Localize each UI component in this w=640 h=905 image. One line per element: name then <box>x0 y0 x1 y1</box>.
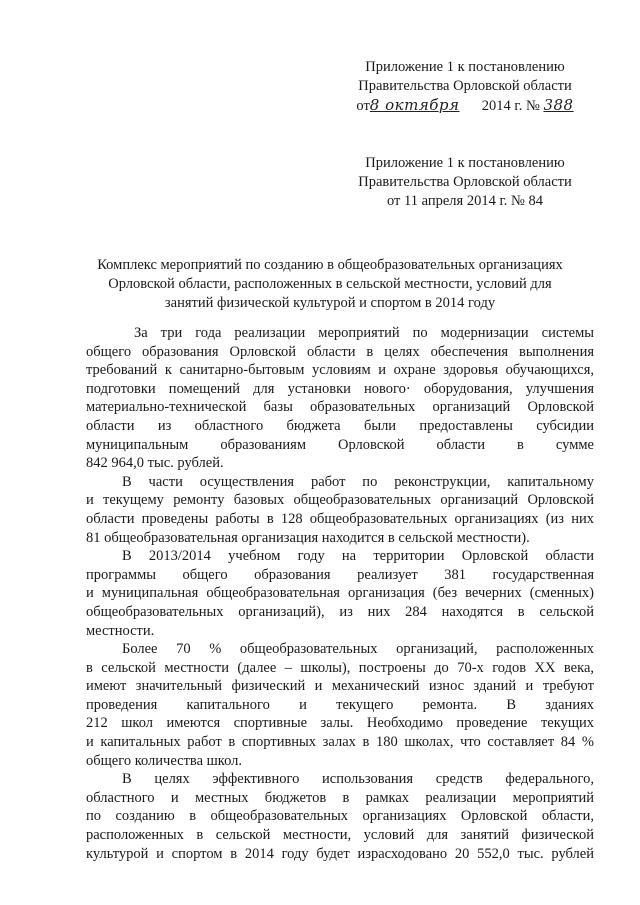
paragraph-line: местности. <box>86 622 155 639</box>
title-line1: Комплекс мероприятий по созданию в общеобразовательных организациях <box>97 257 563 273</box>
paragraph-line: требований к санитарно-бытовым условиям и охране здоровья обучающихся, <box>86 362 594 379</box>
handwritten-date: 8 октября <box>369 96 460 114</box>
paragraph-line: муниципальным образованиям Орловской области в сумме <box>86 436 594 453</box>
paragraph-line: проведения капитального и текущего ремонта. В зданиях <box>86 696 594 713</box>
paragraph-line: 842 964,0 тыс. рублей. <box>86 455 224 472</box>
year-number-label: 2014 г. № <box>481 98 540 114</box>
appendix-header2-line1: Приложение 1 к постановлению <box>365 155 565 171</box>
paragraph-2 <box>86 473 594 547</box>
paragraph-line: материально-технической базы образовательных организаций Орловской <box>86 399 594 416</box>
appendix-header-line1: Приложение 1 к постановлению <box>365 59 565 75</box>
paragraph-4 <box>86 640 594 770</box>
handwritten-number: 388 <box>543 96 574 114</box>
paragraph-line: и капитальных работ в спортивных залах в 180 школах, что составляет 84 % <box>86 734 594 751</box>
paragraph-1 <box>86 324 594 473</box>
paragraph-line: в сельской местности (далее – школы), построены до 70-х годов XX века, <box>86 659 594 676</box>
paragraph-line: области проведены работы в 128 общеобразовательных организациях (из них <box>86 510 594 527</box>
paragraph-line: области из областного бюджета были предоставлены субсидии <box>86 417 594 434</box>
paragraph-line: В 2013/2014 учебном году на территории Орловской области <box>122 548 594 565</box>
appendix-header2-line2: Правительства Орловской области <box>358 174 572 190</box>
paragraph-3 <box>86 547 594 640</box>
paragraph-line: Более 70 % общеобразовательных организаций, расположенных <box>122 641 594 658</box>
paragraph-5 <box>86 770 594 863</box>
title-line3: занятий физической культурой и спортом в 2014 году <box>164 295 496 311</box>
appendix-header-line3 <box>330 96 600 116</box>
paragraph-line: В части осуществления работ по реконструкции, капитальному <box>122 473 594 490</box>
paragraph-line: культурой и спортом в 2014 году будет израсходовано 20 552,0 тыс. рублей <box>86 845 594 862</box>
paragraph-line: и муниципальная общеобразовательная организация (без вечерних (сменных) <box>86 585 594 602</box>
paragraph-line: общеобразовательных организаций), из них 284 находятся в сельской <box>86 603 594 620</box>
appendix-header-current <box>330 58 600 116</box>
appendix-header2-line3: от 11 апреля 2014 г. № 84 <box>387 193 543 209</box>
paragraph-line: программы общего образования реализует 381 государственная <box>86 566 594 583</box>
date-prefix: от <box>356 98 370 114</box>
paragraph-line: подготовки помещений для установки нового· оборудования, улучшения <box>86 380 594 397</box>
paragraph-line: 212 школ имеются спортивные залы. Необходимо проведение текущих <box>86 715 594 732</box>
paragraph-line: и текущему ремонту базовых общеобразовательных организаций Орловской <box>86 492 594 509</box>
paragraph-line: За три года реализации мероприятий по модернизации системы <box>134 325 594 341</box>
paragraph-line: общего образования Орловской области в целях обеспечения выполнения <box>86 343 594 360</box>
paragraph-line: расположенных в сельской местности, условий для занятий физической <box>86 827 594 844</box>
document-body <box>86 324 594 863</box>
paragraph-line: имеют значительный физический и механический износ зданий и требуют <box>86 678 594 695</box>
paragraph-line: В целях эффективного использования средств федерального, <box>122 771 594 788</box>
paragraph-line: по созданию в общеобразовательных организациях Орловской области, <box>86 808 594 825</box>
title-line2: Орловской области, расположенных в сельской местности, условий для <box>108 276 552 292</box>
paragraph-line: общего количества школ. <box>86 752 243 769</box>
paragraph-line: областного и местных бюджетов в рамках реализации мероприятий <box>86 789 594 806</box>
document-title <box>70 256 590 313</box>
appendix-header-line2: Правительства Орловской области <box>358 78 572 94</box>
appendix-header-original <box>330 154 600 211</box>
paragraph-line: 81 общеобразовательная организация находится в сельской местности). <box>86 529 530 546</box>
